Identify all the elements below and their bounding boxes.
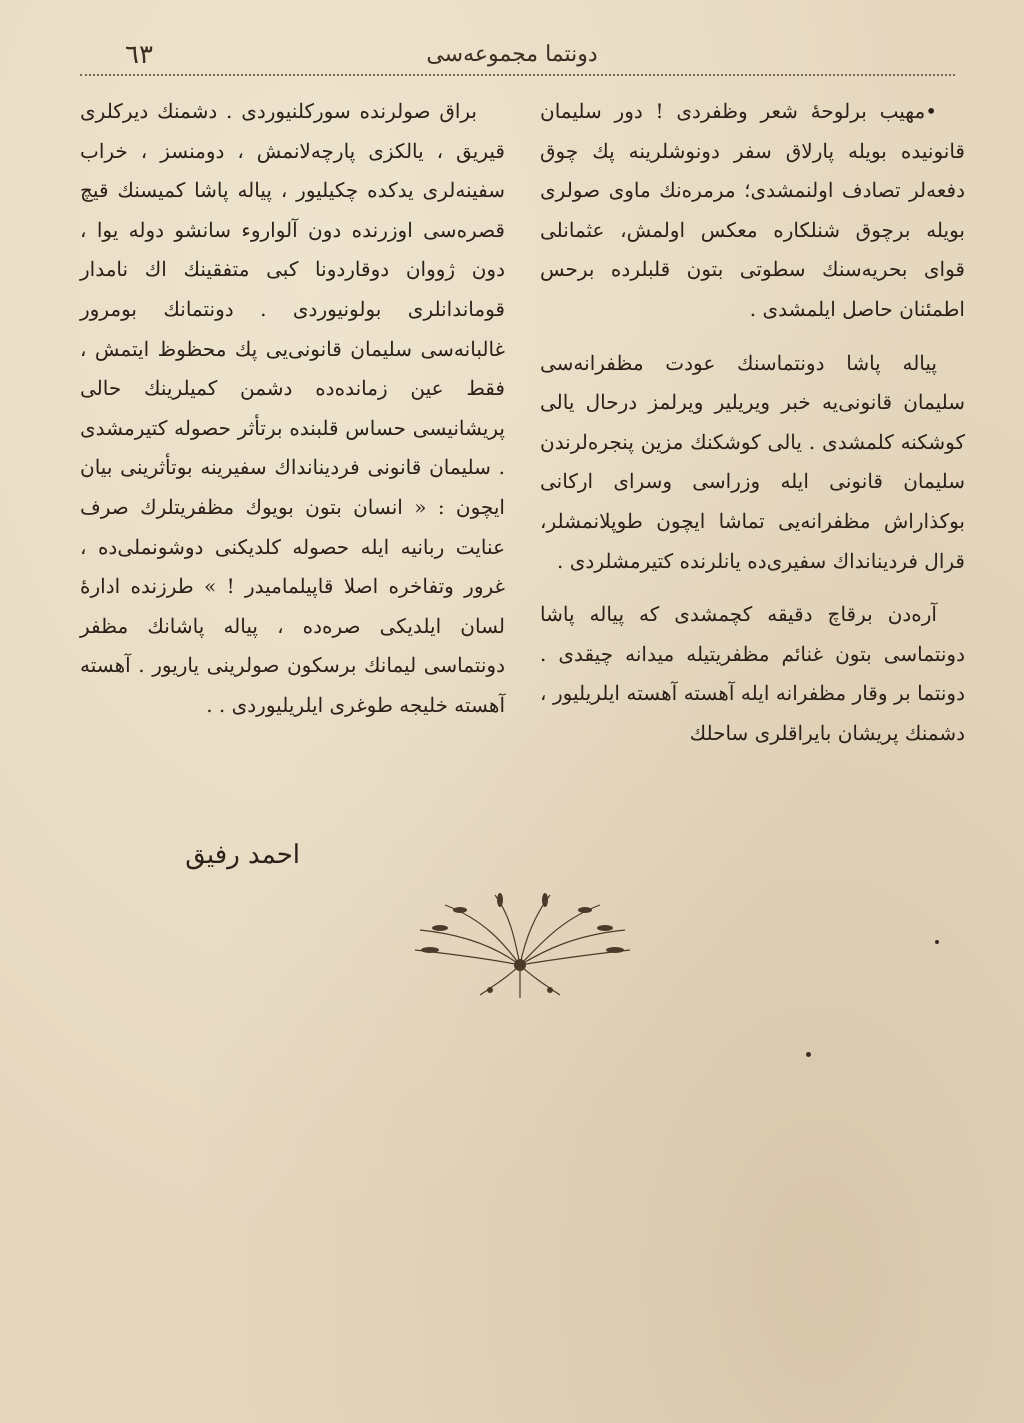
ink-spot bbox=[806, 1052, 811, 1057]
paragraph: براق صولرنده سورکلنیوردی . دشمنك دیرکلری قیریق ، یالکزی پارچه‌لانمش ، دومنسز ، خراب سفینه‌لری یدکده چکیلیور ، پیاله پاشا کمیسنك قیچ قصره‌سی اوزرنده دون آلواروء سانشو دوله یوا ، دون ژووان دوقاردونا کبی متفقینك اك نامدار قوماندانلری بولونیوردی . دونتمانك بومرور غالبانه‌سی سلیمان قانونی‌یی پك محظوظ ایتمش ، فقط عین زمانده‌ده دشمن کمیلرینك حالی پریشانیسی حساس قلبنده برتأثر حصوله کتیرمشدی . سلیمان قانونی فردینانداك سفیرینه بوتأثرینی بیان ایچون : « انسان بتون بویوك مظفریتلرك صرف عنایت ربانیه ایله حصوله کلدیکنی دوشونملی‌ده ، غرور وتفاخره اصلا قاپیلمامیدر ! » طرزنده ادارهٔ لسان ایلدیکی صره‌ده ، پیاله پاشانك مظفر دونتماسی لیمانك برسکون صولرینی یاریور . آهسته آهسته خلیجه طوغری ایلریلیوردی . . bbox=[80, 99, 505, 717]
right-column bbox=[540, 92, 965, 768]
running-title: دونتما مجموعه‌سی bbox=[426, 42, 598, 67]
left-column bbox=[80, 92, 505, 740]
page-header bbox=[0, 36, 1024, 76]
floral-ornament-icon bbox=[400, 890, 640, 1000]
author-signature: احمد رفیق bbox=[185, 840, 300, 870]
ink-spot bbox=[935, 940, 939, 944]
header-rule bbox=[80, 74, 955, 76]
paragraph: •مهیب برلوحهٔ شعر وظفردی ! دور سلیمان قانونیده بویله پارلاق سفر دونوشلرینه پك چوق دفعه‌لر تصادف اولنمشدی؛ مرمره‌نك ماوی صولری بویله برچوق شنلکاره معکس اولمش، عثمانلی قوای بحریه‌سنك سطوتی بتون قلبلرده برحس اطمئنان حاصل ایلمشدی . bbox=[540, 99, 965, 321]
page-number: ٦٣ bbox=[125, 40, 153, 70]
paragraph: آره‌دن برقاچ دقیقه کچمشدی که پیاله پاشا دونتماسی بتون غنائم مظفریتیله میدانه چیقدی . دونتما بر وقار مظفرانه ایله آهسته آهسته ایلریلیور ، دشمنك پریشان بایراقلری ساحلك bbox=[540, 602, 965, 745]
paragraph: پیاله پاشا دونتماسنك عودت مظفرانه‌سی سلیمان قانونی‌یه خبر ویریلیر ویرلمز درحال یالی کوشکنه کلمشدی . یالی کوشکنك مزین پنجره‌لرندن سلیمان قانونی ایله وزراسی وسرای ارکانی بوکذاراش مظفرانه‌یی تماشا ایچون طوپلانمشلر، قرال فردینانداك سفیری‌ده یانلرنده کتیرمشلردی . bbox=[540, 350, 965, 573]
